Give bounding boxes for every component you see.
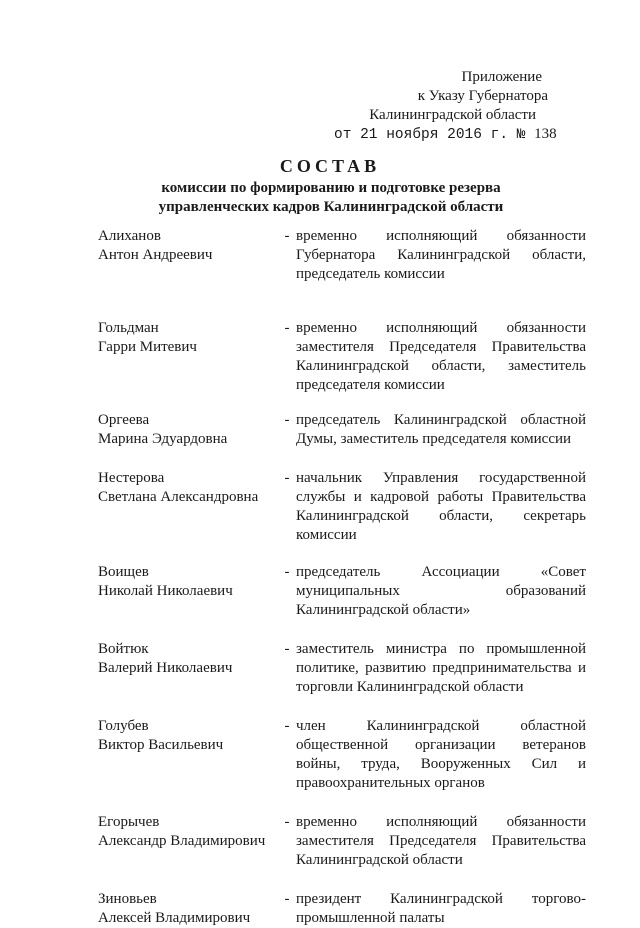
member-given-name: Гарри Митевич — [98, 339, 197, 355]
member-role: временно исполняющий обязанности Губернатора Калининградской области, председатель комиссии — [296, 228, 586, 282]
document-title — [0, 155, 640, 217]
member-entry — [98, 640, 586, 697]
appendix-decree-ref: к Указу Губернатора — [417, 88, 548, 104]
member-surname: Нестерова — [98, 470, 165, 486]
member-dash: - — [284, 641, 290, 657]
member-surname: Голубев — [98, 718, 149, 734]
member-given-name: Марина Эдуардовна — [98, 431, 228, 447]
title-subtitle-line-1: комиссии по формированию и подготовке резерва — [161, 180, 501, 196]
title-heading: СОСТАВ — [279, 156, 381, 176]
member-role: временно исполняющий обязанности заместителя Председателя Правительства Калининградской области — [296, 814, 586, 868]
member-dash: - — [284, 320, 290, 336]
member-name — [98, 411, 278, 449]
member-name — [98, 717, 278, 793]
member-entry — [98, 890, 586, 928]
member-given-name: Валерий Николаевич — [98, 660, 233, 676]
member-name — [98, 890, 278, 928]
member-name — [98, 469, 278, 545]
member-dash: - — [284, 470, 290, 486]
member-surname: Оргеева — [98, 412, 150, 428]
member-surname: Зиновьев — [98, 891, 157, 907]
member-name — [98, 640, 278, 697]
member-given-name: Алексей Владимирович — [98, 910, 251, 926]
member-given-name: Светлана Александровна — [98, 489, 259, 505]
member-role: председатель Калининградской областной Думы, заместитель председателя комиссии — [296, 412, 586, 447]
member-entry — [98, 411, 586, 449]
member-role: начальник Управления государственной службы и кадровой работы Правительства Калининградской области, секретарь комиссии — [296, 470, 586, 543]
member-given-name: Николай Николаевич — [98, 583, 233, 599]
title-subtitle-line-2: управленческих кадров Калининградской области — [158, 199, 504, 215]
member-entry — [98, 717, 586, 793]
appendix-date: от 21 ноября 2016 г. № — [334, 127, 526, 143]
member-name — [98, 319, 278, 395]
member-dash: - — [284, 564, 290, 580]
appendix-number: 138 — [534, 126, 557, 142]
member-role: временно исполняющий обязанности заместителя Председателя Правительства Калининградской области, заместитель председателя комиссии — [296, 320, 586, 393]
member-entry — [98, 469, 586, 545]
member-role: председатель Ассоциации «Совет муниципальных образований Калининградской области» — [296, 564, 586, 618]
member-entry — [98, 227, 586, 284]
member-name — [98, 813, 278, 870]
member-surname: Егорычев — [98, 814, 160, 830]
member-role: заместитель министра по промышленной политике, развитию предпринимательства и торговли Калининградской области — [296, 641, 586, 695]
member-dash: - — [284, 718, 290, 734]
member-role: президент Калининградской торгово-промышленной палаты — [296, 891, 586, 926]
member-surname: Воищев — [98, 564, 149, 580]
appendix-date-number — [334, 125, 594, 145]
member-surname: Войтюк — [98, 641, 149, 657]
member-dash: - — [284, 891, 290, 907]
member-entry — [98, 813, 586, 870]
member-given-name: Виктор Васильевич — [98, 737, 224, 753]
member-given-name: Антон Андреевич — [98, 247, 213, 263]
member-name — [98, 227, 278, 284]
member-dash: - — [284, 814, 290, 830]
member-dash: - — [284, 228, 290, 244]
appendix-header — [334, 68, 594, 145]
members-list — [98, 227, 586, 928]
member-given-name: Александр Владимирович — [98, 833, 266, 849]
member-entry — [98, 563, 586, 620]
member-surname: Гольдман — [98, 320, 159, 336]
member-entry — [98, 319, 586, 395]
member-surname: Алиханов — [98, 228, 161, 244]
member-dash: - — [284, 412, 290, 428]
member-role: член Калининградской областной общественной организации ветеранов войны, труда, Вооруженных Сил и правоохранительных органов — [296, 718, 586, 791]
appendix-region: Калининградской области — [369, 107, 536, 123]
member-name — [98, 563, 278, 620]
appendix-title: Приложение — [461, 69, 542, 85]
